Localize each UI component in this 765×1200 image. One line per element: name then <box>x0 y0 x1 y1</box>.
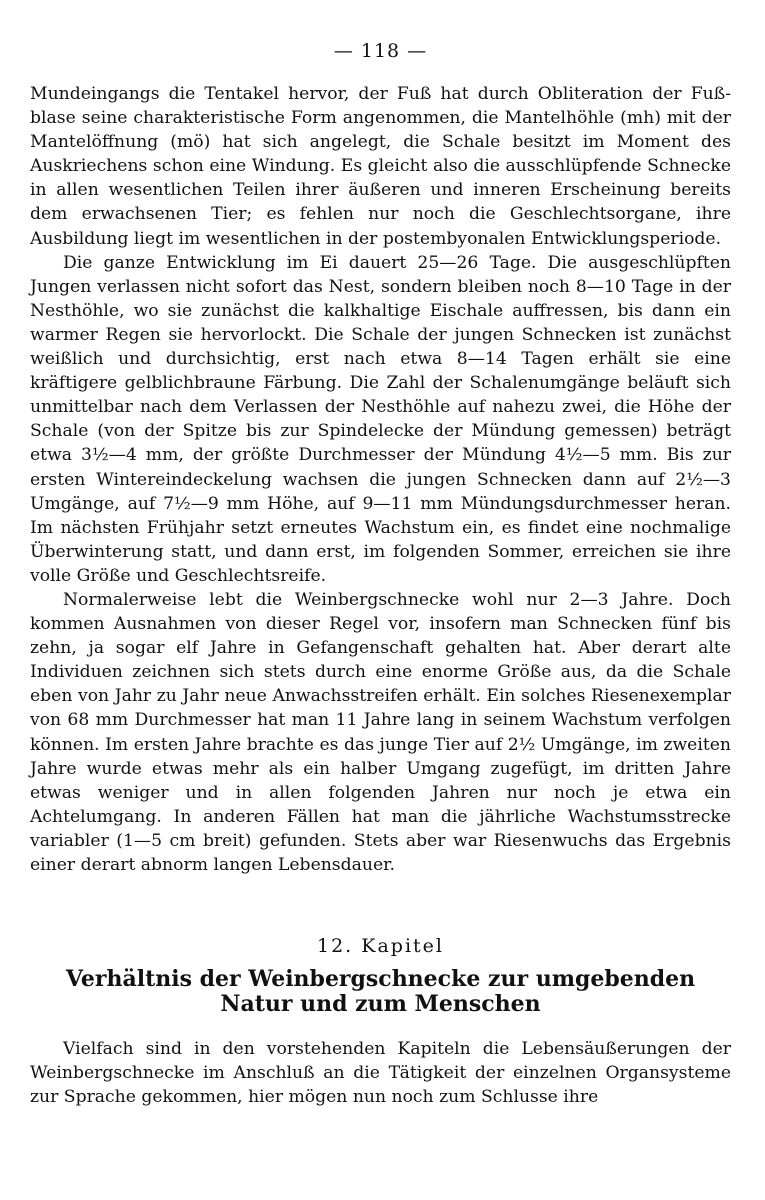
chapter-body <box>30 1037 731 1109</box>
page-number: — 118 — <box>333 40 428 62</box>
paragraph-development-end: Mundeingangs die Tentakel hervor, der Fuß hat durch Obliteration der Fußblase seine charakteristische Form angenommen, die Mantelhöhle (mh) mit der Mantelöffnung (mö) hat sich angelegt, die Schale besitzt im Moment des Auskriechens schon eine Windung. Es gleicht also die ausschlüpfende Schnecke in allen wesentlichen Teilen ihrer äußeren und inneren Erscheinung bereits dem erwachsenen Tier; es fehlen nur noch die Geschlechtsorgane, ihre Ausbildung liegt im wesentlichen in der postembyonalen Entwicklungsperiode. <box>30 84 731 249</box>
chapter-label: 12. Kapitel <box>317 935 444 958</box>
paragraph-lifespan: Normalerweise lebt die Weinbergschnecke wohl nur 2—3 Jahre. Doch kommen Ausnahmen von dieser Regel vor, insofern man Schnecken fünf bis zehn, ja sogar elf Jahre in Gefangenschaft gehalten hat. Aber derart alte Individuen zeichnen sich stets durch eine enorme Größe aus, da die Schale eben von Jahr zu Jahr neue Anwachsstreifen erhält. Ein solches Riesenexemplar von 68 mm Durchmesser hat man 11 Jahre lang in seinem Wachstum verfolgen können. Im ersten Jahre brachte es das junge Tier auf 2½ Umgänge, im zweiten Jahre wurde etwas mehr als ein halber Umgang zugefügt, im dritten Jahre etwas weniger und in allen folgenden Jahren nur noch je etwa ein Achtelumgang. In anderen Fällen hat man die jährliche Wachstumsstrecke variabler (1—5 cm breit) gefunden. Stets aber war Riesenwuchs das Ergebnis einer derart abnorm langen Lebensdauer. <box>30 589 731 875</box>
paragraph-chapter-opening: Vielfach sind in den vorstehenden Kapiteln die Lebensäußerungen der Weinbergschnecke im Anschluß an die Tätigkeit der einzelnen Organsysteme zur Sprache gekommen, hier mögen nun noch zum Schlusse ihre <box>30 1039 731 1108</box>
chapter-title: Verhältnis der Weinbergschnecke zur umgebenden Natur und zum Menschen <box>65 966 696 1018</box>
paragraph-egg-development: Die ganze Entwicklung im Ei dauert 25—26 Tage. Die ausgeschlüpften Jungen verlassen nicht sofort das Nest, sondern bleiben noch 8—10 Tage in der Nesthöhle, wo sie zunächst die kalkhaltige Eischale auffressen, bis dann ein warmer Regen sie hervorlockt. Die Schale der jungen Schnecken ist zunächst weißlich und durchsichtig, erst nach etwa 8—14 Tagen erhält sie eine kräftigere gelblichbraune Färbung. Die Zahl der Schalenumgänge beläuft sich unmittelbar nach dem Verlassen der Nesthöhle auf nahezu zwei, die Höhe der Schale (von der Spitze bis zur Spindelecke der Mündung gemessen) beträgt etwa 3½—4 mm, der größte Durchmesser der Mündung 4½—5 mm. Bis zur ersten Wintereindeckelung wachsen die jungen Schnecken dann auf 2½—3 Umgänge, auf 7½—9 mm Höhe, auf 9—11 mm Mündungsdurchmesser heran. Im nächsten Frühjahr setzt erneutes Wachstum ein, es findet eine nochmalige Überwinterung statt, und dann erst, im folgenden Sommer, erreichen sie ihre volle Größe und Geschlechtsreife. <box>30 252 731 586</box>
section-body <box>30 82 731 877</box>
